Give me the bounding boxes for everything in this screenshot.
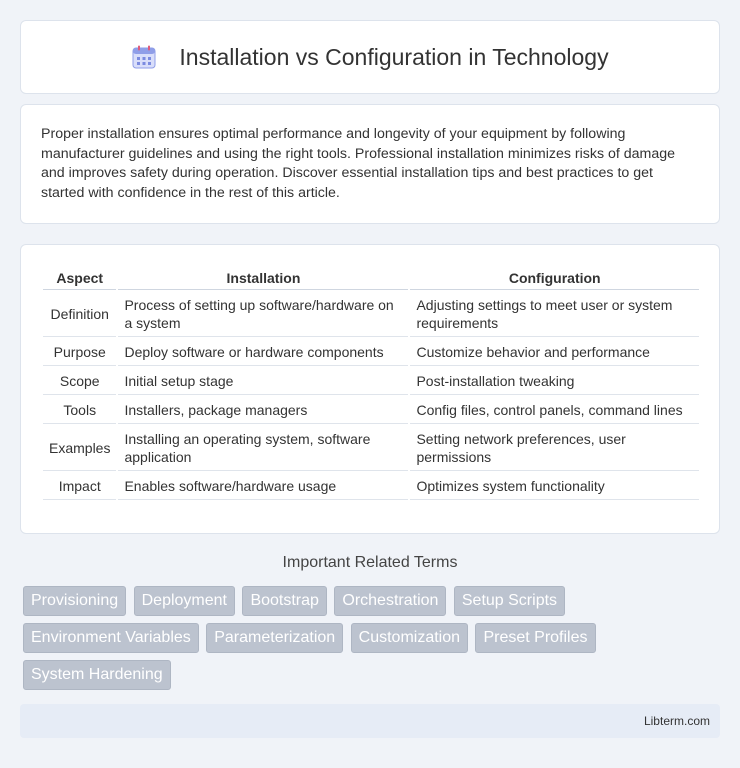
- related-terms-title: Important Related Terms: [282, 554, 458, 571]
- cell-configuration: Customize behavior and performance: [410, 339, 699, 366]
- cell-aspect: Definition: [43, 292, 116, 337]
- table-row: [43, 473, 699, 500]
- footer: [20, 704, 720, 738]
- cell-installation: Installers, package managers: [118, 397, 408, 424]
- cell-configuration: Optimizes system functionality: [410, 473, 699, 500]
- header-configuration: Configuration: [410, 267, 699, 290]
- intro-text: Proper installation ensures optimal performance and longevity of your equipment by following manufacturer guidelines and using the right tools. Professional installation minimizes risks of damage and improves safety during operation. Discover essential installation tips and best practices to get started with confidence in the rest of this article.: [41, 126, 676, 201]
- comparison-table-card: [20, 244, 720, 534]
- cell-aspect: Impact: [43, 473, 116, 500]
- cell-installation: Deploy software or hardware components: [118, 339, 408, 366]
- header-aspect: Aspect: [43, 267, 116, 290]
- related-term-tag[interactable]: Orchestration: [334, 586, 446, 616]
- related-term-tag[interactable]: Bootstrap: [242, 586, 326, 616]
- header-installation: Installation: [118, 267, 408, 290]
- footer-brand-link[interactable]: Libterm.com: [643, 714, 710, 728]
- cell-configuration: Setting network preferences, user permissions: [410, 426, 699, 471]
- cell-aspect: Examples: [43, 426, 116, 471]
- related-term-tag[interactable]: Environment Variables: [23, 623, 199, 653]
- cell-installation: Initial setup stage: [118, 368, 408, 395]
- related-term-tag[interactable]: Customization: [351, 623, 468, 653]
- related-term-tag[interactable]: Deployment: [134, 586, 235, 616]
- cell-configuration: Config files, control panels, command lines: [410, 397, 699, 424]
- table-row: [43, 339, 699, 366]
- calendar-icon: [131, 44, 157, 70]
- cell-aspect: Tools: [43, 397, 116, 424]
- page-title: Installation vs Configuration in Technology: [179, 43, 609, 70]
- related-term-tag[interactable]: Parameterization: [206, 623, 343, 653]
- cell-installation: Enables software/hardware usage: [118, 473, 408, 500]
- title-card: [20, 20, 720, 94]
- comparison-table: [41, 265, 701, 502]
- table-header-row: [43, 267, 699, 290]
- cell-installation: Process of setting up software/hardware on a system: [118, 292, 408, 337]
- cell-configuration: Post-installation tweaking: [410, 368, 699, 395]
- table-row: [43, 368, 699, 395]
- intro-card: [20, 104, 720, 224]
- cell-aspect: Scope: [43, 368, 116, 395]
- related-term-tag[interactable]: Setup Scripts: [454, 586, 565, 616]
- related-term-tag[interactable]: Preset Profiles: [475, 623, 595, 653]
- table-row: [43, 397, 699, 424]
- related-term-tag[interactable]: Provisioning: [23, 586, 126, 616]
- cell-installation: Installing an operating system, software application: [118, 426, 408, 471]
- table-row: [43, 426, 699, 471]
- related-terms-list: [23, 586, 723, 697]
- table-row: [43, 292, 699, 337]
- cell-configuration: Adjusting settings to meet user or system requirements: [410, 292, 699, 337]
- related-term-tag[interactable]: System Hardening: [23, 660, 171, 690]
- cell-aspect: Purpose: [43, 339, 116, 366]
